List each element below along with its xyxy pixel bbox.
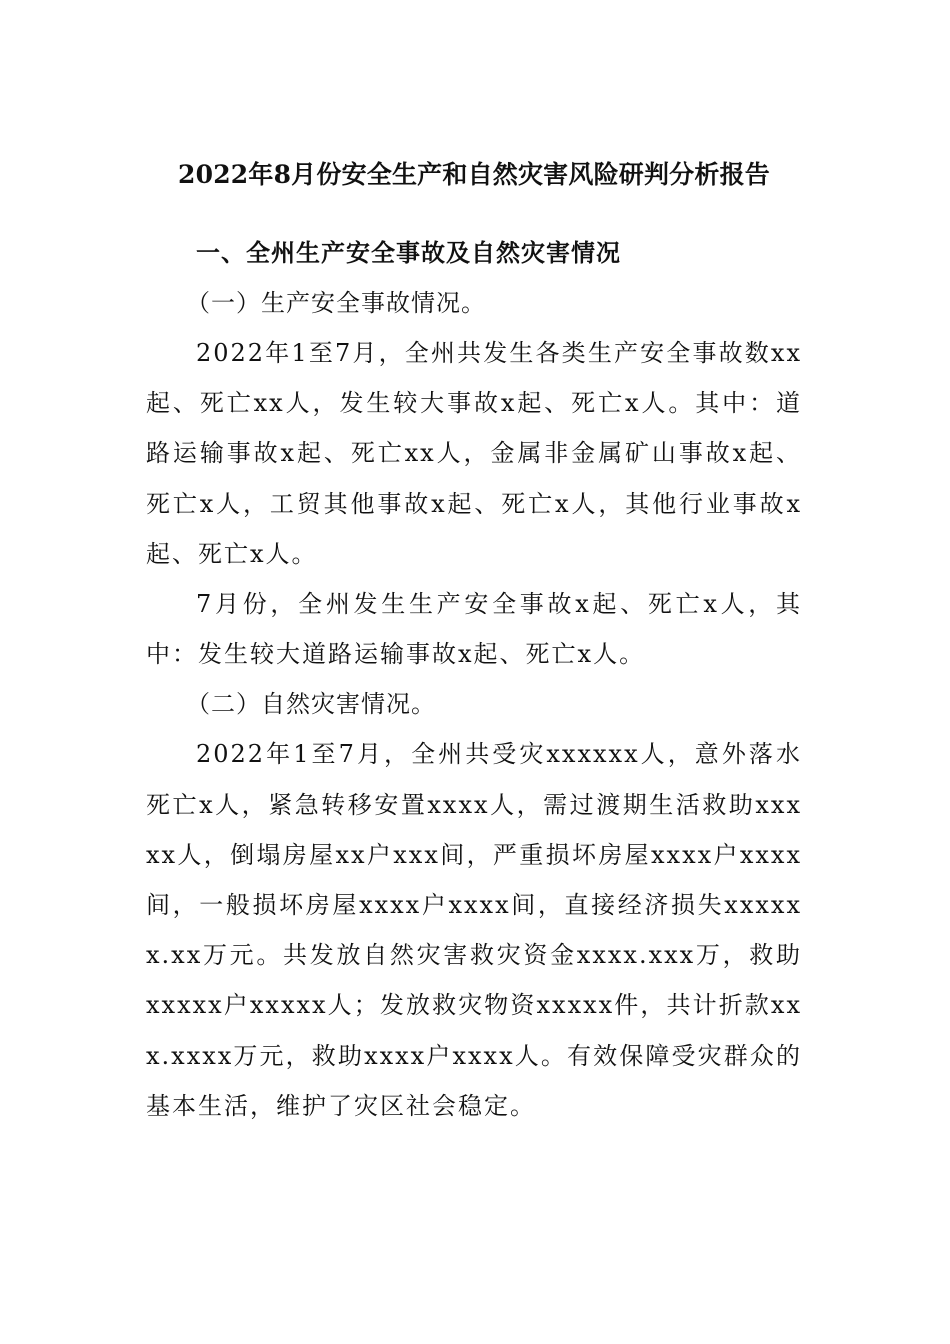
subsection-heading-1: （一）生产安全事故情况。	[186, 289, 486, 317]
section-heading-1: 一、全州生产安全事故及自然灾害情况	[196, 239, 621, 267]
document-body	[146, 150, 802, 1131]
document-title: 2022年8月份安全生产和自然灾害风险研判分析报告	[178, 160, 770, 189]
subsection-heading-2: （二）自然灾害情况。	[186, 690, 436, 719]
paragraph-accidents-july: 7月份，全州发生生产安全事故x起、死亡x人，其中：发生较大道路运输事故x起、死亡x人。	[146, 590, 802, 669]
paragraph-accidents-jan-jul: 2022年1至7月，全州共发生各类生产安全事故数xx起、死亡xx人，发生较大事故x起、死亡x人。其中：道路运输事故x起、死亡xx人，金属非金属矿山事故x起、死亡x人，工贸其他事故x起、死亡x人，其他行业事故x起、死亡x人。	[146, 339, 802, 568]
paragraph-natural-disasters: 2022年1至7月，全州共受灾xxxxxx人，意外落水死亡x人，紧急转移安置xxxx人，需过渡期生活救助xxxxx人，倒塌房屋xx户xxx间，严重损坏房屋xxxx户xxxx间，一般损坏房屋xxxx户xxxx间，直接经济损失xxxxxx.xx万元。共发放自然灾害救灾资金xxxx.xxx万，救助xxxxx户xxxxx人；发放救灾物资xxxxx件，共计折款xxx.xxxx万元，救助xxxx户xxxx人。有效保障受灾群众的基本生活，维护了灾区社会稳定。	[146, 740, 802, 1120]
